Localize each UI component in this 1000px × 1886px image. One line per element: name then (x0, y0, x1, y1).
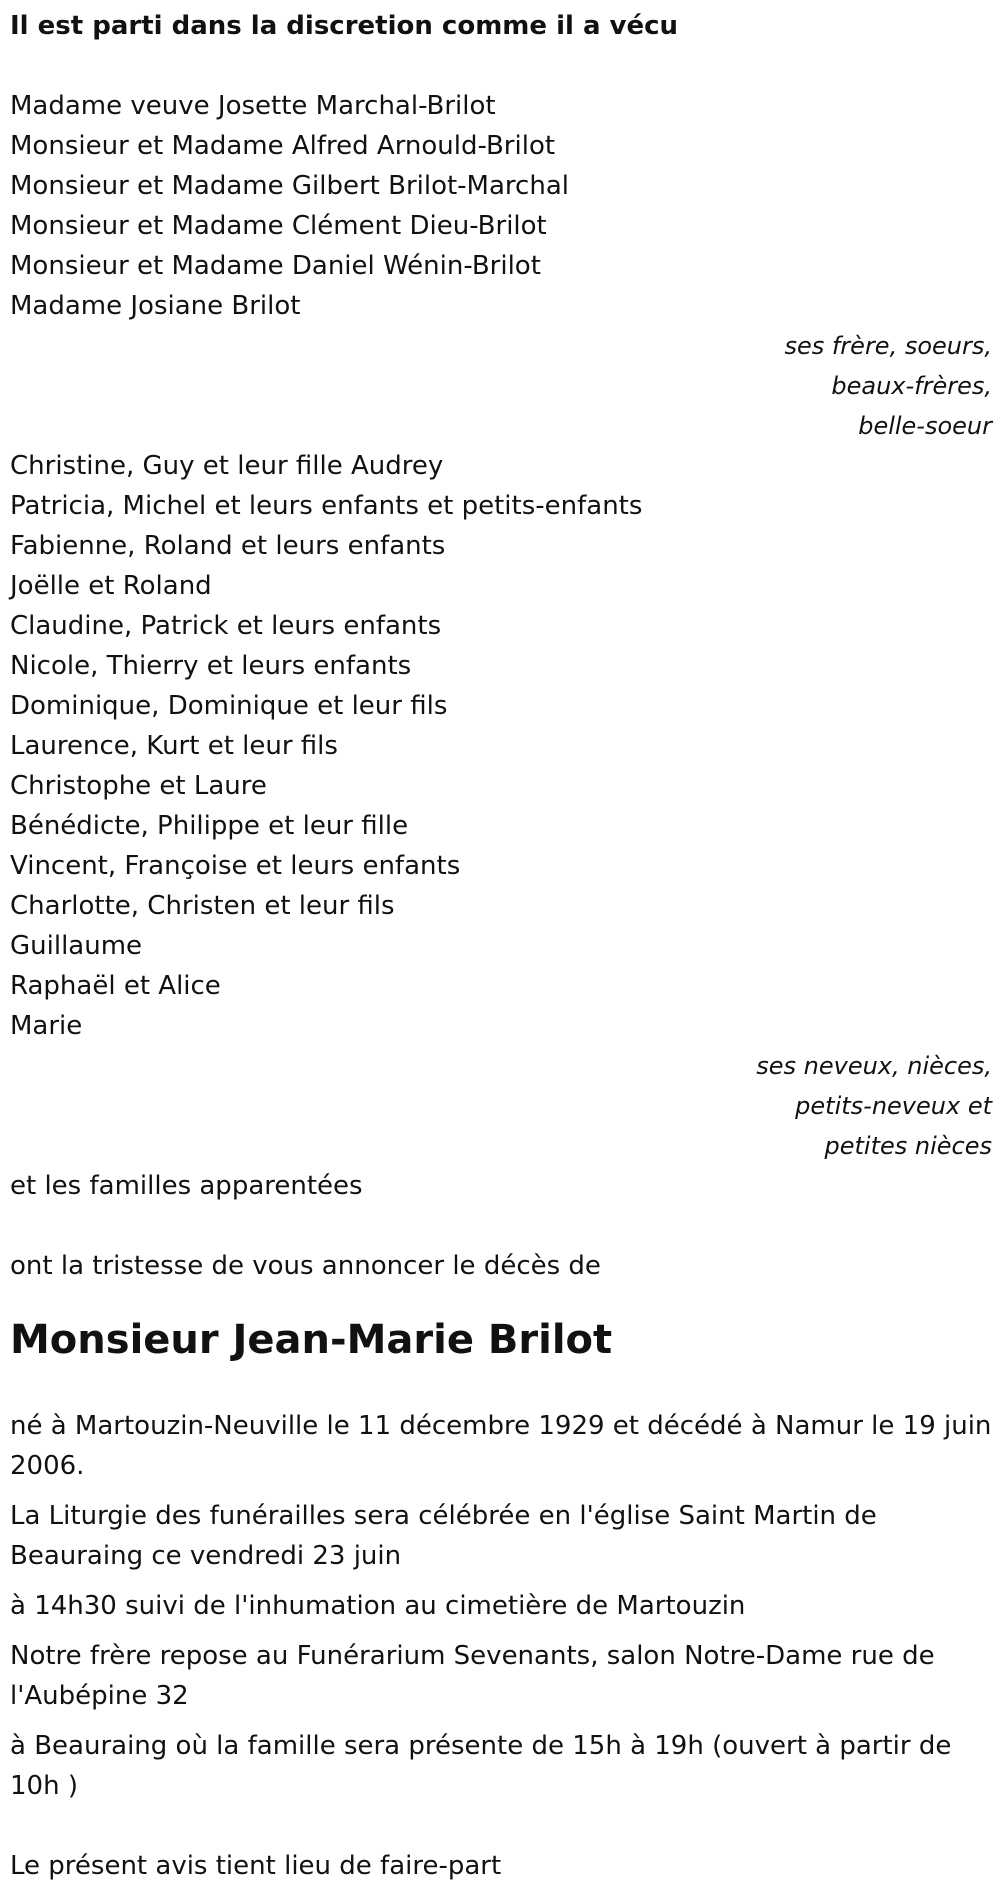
nephews-list (10, 446, 1000, 1046)
nephews-relation (10, 1046, 1000, 1166)
list-item: Madame Josiane Brilot (10, 291, 301, 321)
announcement-text: ont la tristesse de vous annoncer le décès de (10, 1251, 601, 1281)
list-item: Fabienne, Roland et leurs enfants (10, 531, 446, 561)
list-item: Guillaume (10, 931, 143, 961)
list-item: Vincent, Françoise et leurs enfants (10, 851, 461, 881)
siblings-list (10, 86, 1000, 326)
notice-heading: Il est parti dans la discretion comme il a vécu (10, 11, 679, 41)
list-item: Marie (10, 1011, 83, 1041)
detail-paragraph: né à Martouzin-Neuville le 11 décembre 1929 et décédé à Namur le 19 juin 2006. (10, 1411, 992, 1481)
list-item: Joëlle et Roland (10, 571, 212, 601)
list-item: Christophe et Laure (10, 771, 267, 801)
list-item: Nicole, Thierry et leurs enfants (10, 651, 412, 681)
list-item: Patricia, Michel et leurs enfants et petits-enfants (10, 491, 643, 521)
siblings-relation (10, 326, 1000, 446)
detail-paragraph: à Beauraing où la famille sera présente de 15h à 19h (ouvert à partir de 10h ) (10, 1731, 952, 1801)
closing-note: Le présent avis tient lieu de faire-part (10, 1851, 502, 1881)
relation-line: beaux-frères, (831, 372, 992, 400)
deceased-name: Monsieur Jean-Marie Brilot (10, 1317, 613, 1363)
list-item: Raphaël et Alice (10, 971, 221, 1001)
detail-paragraph: Notre frère repose au Funérarium Sevenants, salon Notre-Dame rue de l'Aubépine 32 (10, 1641, 935, 1711)
relation-line: petites nièces (824, 1132, 992, 1160)
relation-line: ses neveux, nièces, (756, 1052, 992, 1080)
list-item: Laurence, Kurt et leur fils (10, 731, 338, 761)
list-item: Monsieur et Madame Gilbert Brilot-Marchal (10, 171, 569, 201)
list-item: Christine, Guy et leur fille Audrey (10, 451, 444, 481)
funeral-details (10, 1406, 1000, 1806)
list-item: Dominique, Dominique et leur fils (10, 691, 448, 721)
list-item: Madame veuve Josette Marchal-Brilot (10, 91, 496, 121)
detail-paragraph: La Liturgie des funérailles sera célébrée en l'église Saint Martin de Beauraing ce vendredi 23 juin (10, 1501, 877, 1571)
list-item: Monsieur et Madame Clément Dieu-Brilot (10, 211, 547, 241)
list-item: Bénédicte, Philippe et leur fille (10, 811, 409, 841)
relation-line: belle-soeur (858, 412, 992, 440)
list-item: Monsieur et Madame Daniel Wénin-Brilot (10, 251, 541, 281)
related-families: et les familles apparentées (10, 1171, 363, 1201)
list-item: Claudine, Patrick et leurs enfants (10, 611, 442, 641)
list-item: Monsieur et Madame Alfred Arnould-Brilot (10, 131, 556, 161)
list-item: Charlotte, Christen et leur fils (10, 891, 395, 921)
relation-line: ses frère, soeurs, (784, 332, 992, 360)
relation-line: petits-neveux et (795, 1092, 992, 1120)
detail-paragraph: à 14h30 suivi de l'inhumation au cimetière de Martouzin (10, 1591, 746, 1621)
